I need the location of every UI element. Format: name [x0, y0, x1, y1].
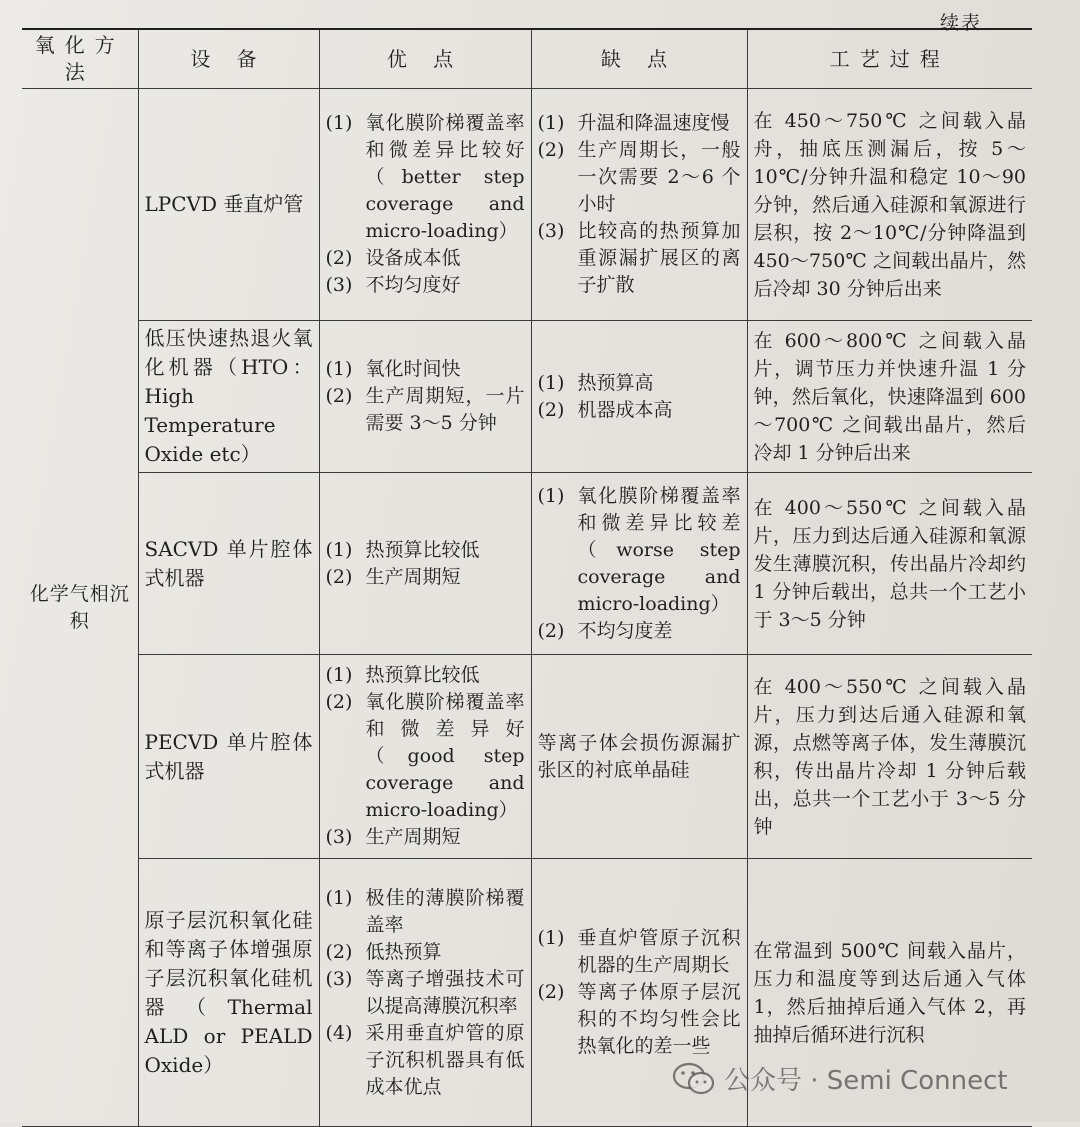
list-item: 等离子体会损伤源漏扩张区的衬底单晶硅	[537, 731, 741, 781]
list-item: (1) 升温和降温速度慢	[537, 112, 730, 134]
oxidation-methods-table	[22, 28, 1032, 1127]
equipment-cell: SACVD 单片腔体式机器	[138, 473, 319, 655]
list-item: (1) 热预算比较低	[325, 538, 480, 561]
watermark-text: 公众号 · Semi Connect	[724, 1066, 1008, 1096]
advantages-cell	[319, 473, 531, 655]
header-disadvantages: 缺 点	[531, 29, 747, 89]
list-item: (1) 垂直炉管原子沉积机器的生产周期长	[537, 927, 741, 976]
list-item: (2) 低热预算	[325, 940, 442, 963]
table-header-row	[22, 29, 1032, 89]
process-cell: 在 450～750℃ 之间载入晶舟，抽底压测漏后，按 5～10℃/分钟升温和稳定 10～90 分钟，然后通入硅源和氧源进行层积，按 2～10℃/分钟降温到 450～750℃ 之间载出晶片，然后冷却 30 分钟后出来	[747, 89, 1032, 321]
list-item: (2) 生产周期长，一般一次需要 2～6 个小时	[537, 139, 741, 215]
list-item: (1) 热预算高	[537, 371, 654, 394]
watermark	[672, 1060, 1008, 1097]
list-item: (1) 氧化膜阶梯覆盖率和微差异比较好（better step coverage and micro-loading）	[325, 112, 525, 242]
list-item: (2) 机器成本高	[537, 398, 673, 421]
process-cell: 在 600～800℃ 之间载入晶片，调节压力并快速升温 1 分钟，然后氧化，快速降温到 600～700℃ 之间载出晶片，然后冷却 1 分钟后出来	[747, 321, 1032, 473]
process-cell: 在常温到 500℃ 间载入晶片，压力和温度等到达后通入气体 1，然后抽掉后通入气体 2，再抽掉后循环进行沉积	[747, 859, 1032, 1127]
wechat-icon	[672, 1062, 716, 1096]
continued-label: 续表	[939, 12, 982, 34]
header-process: 工艺过程	[747, 29, 1032, 89]
header-equipment: 设 备	[138, 29, 319, 89]
advantages-cell	[319, 321, 531, 473]
disadvantages-cell	[531, 321, 747, 473]
advantages-cell	[319, 655, 531, 859]
header-method: 氧化方法	[22, 29, 138, 89]
table-row	[22, 655, 1032, 859]
process-cell: 在 400～550℃ 之间载入晶片，压力到达后通入硅源和氧源，点燃等离子体，发生薄膜沉积，传出晶片冷却 1 分钟后载出，总共一个工艺小于 3～5 分钟	[747, 655, 1032, 859]
list-item: (1) 氧化膜阶梯覆盖率和微差异比较差（worse step coverage and micro-loading）	[537, 484, 741, 615]
table-row	[22, 321, 1032, 473]
list-item: (3) 等离子增强技术可以提高薄膜沉积率	[325, 967, 525, 1017]
disadvantages-cell	[531, 655, 747, 859]
equipment-cell: LPCVD 垂直炉管	[138, 89, 319, 321]
header-advantages: 优 点	[319, 29, 531, 89]
list-item: (4) 采用垂直炉管的原子沉积机器具有低成本优点	[325, 1021, 525, 1098]
advantages-cell	[319, 89, 531, 321]
list-item: (3) 生产周期短	[325, 826, 461, 848]
advantages-cell	[319, 859, 531, 1127]
list-item: (1) 极佳的薄膜阶梯覆盖率	[325, 886, 525, 936]
equipment-cell: PECVD 单片腔体式机器	[138, 655, 319, 859]
method-cell: 化学气相沉积	[22, 89, 138, 1127]
list-item: (2) 设备成本低	[325, 247, 461, 269]
list-item: (2) 不均匀度差	[537, 619, 673, 642]
equipment-cell: 原子层沉积氧化硅和等离子体增强原子层沉积氧化硅机器（Thermal ALD or PEALD Oxide）	[138, 859, 319, 1127]
list-item: (1) 热预算比较低	[325, 664, 480, 686]
list-item: (2) 等离子体原子层沉积的不均匀性会比热氧化的差一些	[537, 981, 741, 1057]
equipment-cell: 低压快速热退火氧化机器（HTO：High Temperature Oxide etc）	[138, 321, 319, 473]
list-item: (3) 不均匀度好	[325, 274, 461, 296]
disadvantages-cell	[531, 473, 747, 655]
list-item: (2) 氧化膜阶梯覆盖率和微差异好（good step coverage and micro-loading）	[325, 691, 525, 821]
table-row	[22, 89, 1032, 321]
list-item: (2) 生产周期短	[325, 565, 461, 588]
list-item: (3) 比较高的热预算加重源漏扩展区的离子扩散	[537, 220, 741, 296]
table-row	[22, 473, 1032, 655]
process-cell: 在 400～550℃ 之间载入晶片，压力到达后通入硅源和氧源发生薄膜沉积，传出晶片冷却约 1 分钟后载出，总共一个工艺小于 3～5 分钟	[747, 473, 1032, 655]
list-item: (2) 生产周期短，一片需要 3～5 分钟	[325, 385, 525, 434]
disadvantages-cell	[531, 89, 747, 321]
list-item: (1) 氧化时间快	[325, 358, 461, 380]
